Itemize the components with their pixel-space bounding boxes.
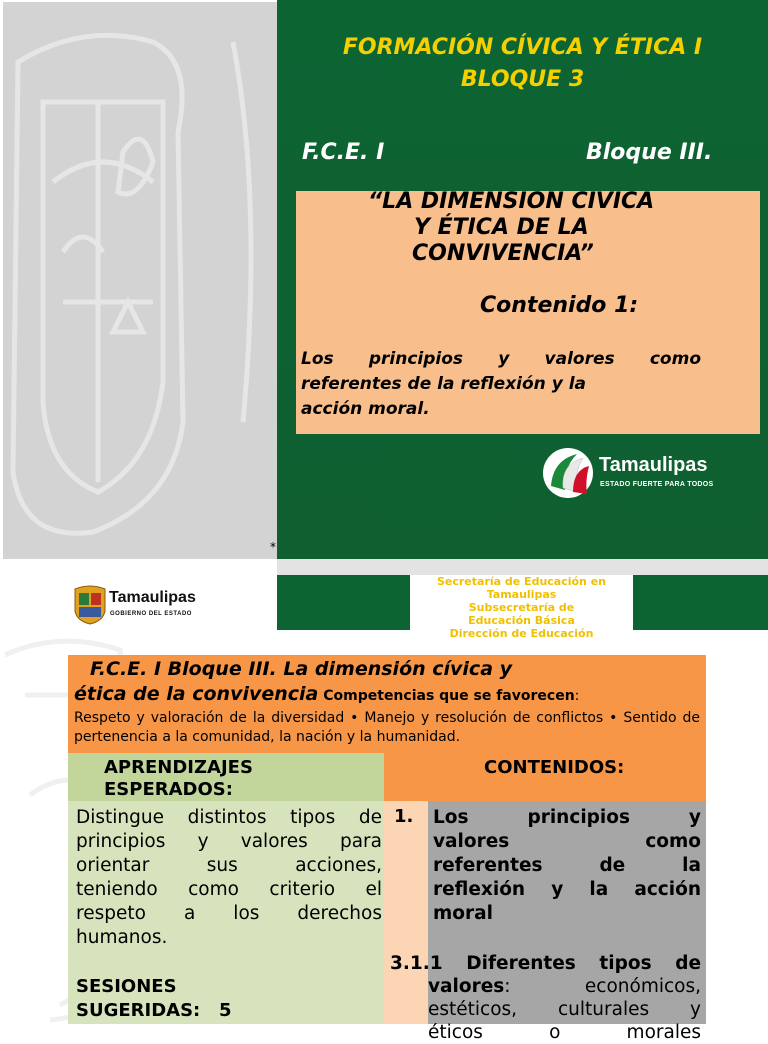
contenido-line: referentes de la <box>433 855 701 876</box>
contenido-line: reflexión y la acción <box>433 879 701 900</box>
contenido-text <box>433 806 701 926</box>
secretaria-box <box>410 575 633 640</box>
logo-name: Tamaulipas <box>599 454 708 476</box>
content-box <box>296 191 760 434</box>
fce-label: F.C.E. I <box>302 140 385 165</box>
aprendizajes-header <box>68 753 384 801</box>
aprendizajes-line: respeto a los derechos <box>76 903 382 924</box>
content-number: 1. <box>394 806 414 827</box>
bloque-table <box>68 655 706 1043</box>
aprendizajes-header-label: APRENDIZAJES ESPERADOS: <box>104 757 253 800</box>
gobierno-logo <box>73 585 205 627</box>
slide-2 <box>0 575 768 1043</box>
slide-title-line2: BLOQUE 3 <box>460 67 585 92</box>
quote-line: “LA DIMENSION CIVICA <box>368 189 655 214</box>
tamaulipas-emblem-icon <box>543 448 593 498</box>
secretaria-line: Secretaría de Educación en <box>436 575 607 588</box>
secretaria-line: Tamaulipas <box>486 588 557 601</box>
sesiones-sugeridas <box>76 975 232 1023</box>
aprendizajes-text <box>76 806 382 950</box>
aprendizajes-line: principios y valores para <box>76 831 382 852</box>
subtema-valores-rest: : económicos, <box>504 976 701 997</box>
subtema-title: 3.1.1 Diferentes tipos de <box>390 953 701 974</box>
competencias-label: Competencias que se favorecen <box>318 688 575 704</box>
contenidos-header <box>384 753 706 801</box>
table-header <box>68 655 706 753</box>
quote-line: Y ÉTICA DE LA <box>414 215 589 240</box>
contenido-line: valores como <box>433 831 701 852</box>
slide-title-line1: FORMACIÓN CÍVICA Y ÉTICA I <box>342 35 703 60</box>
bottom-strip <box>277 559 768 575</box>
logo-tagline: ESTADO FUERTE PARA TODOS <box>600 481 714 488</box>
header-line1: F.C.E. I Bloque III. La dimensión cívica y <box>90 658 513 680</box>
aprendizajes-line: teniendo como criterio el <box>76 879 382 900</box>
competencias-text: Respeto y valoración de la diversidad • Manejo y resolución de conflictos • Sentido de pertenencia a la comunidad, la nación y la humanidad. <box>74 710 700 745</box>
header-line2-main: ética de la convivencia <box>74 683 319 705</box>
subtema-line <box>390 975 701 998</box>
subtema-text <box>390 952 701 1044</box>
subtema-valores: valores <box>428 976 505 997</box>
aprendizajes-line: Distingue distintos tipos de <box>76 807 382 828</box>
gobierno-crest-icon <box>73 585 107 625</box>
tamaulipas-logo <box>543 448 723 500</box>
header-line2 <box>74 683 579 705</box>
aprendizajes-line: orientar sus acciones, <box>76 855 382 876</box>
sesiones-value: SUGERIDAS: 5 <box>76 1000 232 1021</box>
secretaria-line: Dirección de Educación <box>449 627 594 640</box>
contenido-label: Contenido 1: <box>480 293 639 318</box>
contenidos-header-label: CONTENIDOS: <box>484 757 625 778</box>
sesiones-label: SESIONES <box>76 976 177 997</box>
contenidos-cell <box>390 801 706 1043</box>
bloque-label: Bloque III. <box>586 140 713 165</box>
block-quote-title <box>356 189 716 267</box>
principios-line: Los principios y valores como <box>301 349 701 369</box>
asterisk-mark: * <box>270 540 276 554</box>
crest-panel <box>3 2 277 559</box>
quote-line: CONVIVENCIA” <box>412 241 594 266</box>
gobierno-name: Tamaulipas <box>109 589 196 606</box>
principios-line: referentes de la reflexión y la <box>301 374 586 394</box>
state-crest-watermark-icon <box>3 2 277 559</box>
subtema-line: estéticos, culturales y <box>428 999 701 1020</box>
contenido-line: Los principios y <box>433 807 701 828</box>
principios-text <box>301 347 701 422</box>
secretaria-line: Educación Básica <box>468 614 575 627</box>
contenido-line: moral <box>433 903 493 924</box>
subtema-line <box>390 952 701 975</box>
aprendizajes-cell <box>68 801 384 1024</box>
principios-line: acción moral. <box>301 399 430 419</box>
subtema-line: éticos o morales <box>428 1022 701 1043</box>
gobierno-tagline: GOBIERNO DEL ESTADO <box>110 611 192 617</box>
secretaria-line: Subsecretaría de <box>468 601 575 614</box>
competencias-colon: : <box>574 688 580 704</box>
aprendizajes-line: humanos. <box>76 927 168 948</box>
